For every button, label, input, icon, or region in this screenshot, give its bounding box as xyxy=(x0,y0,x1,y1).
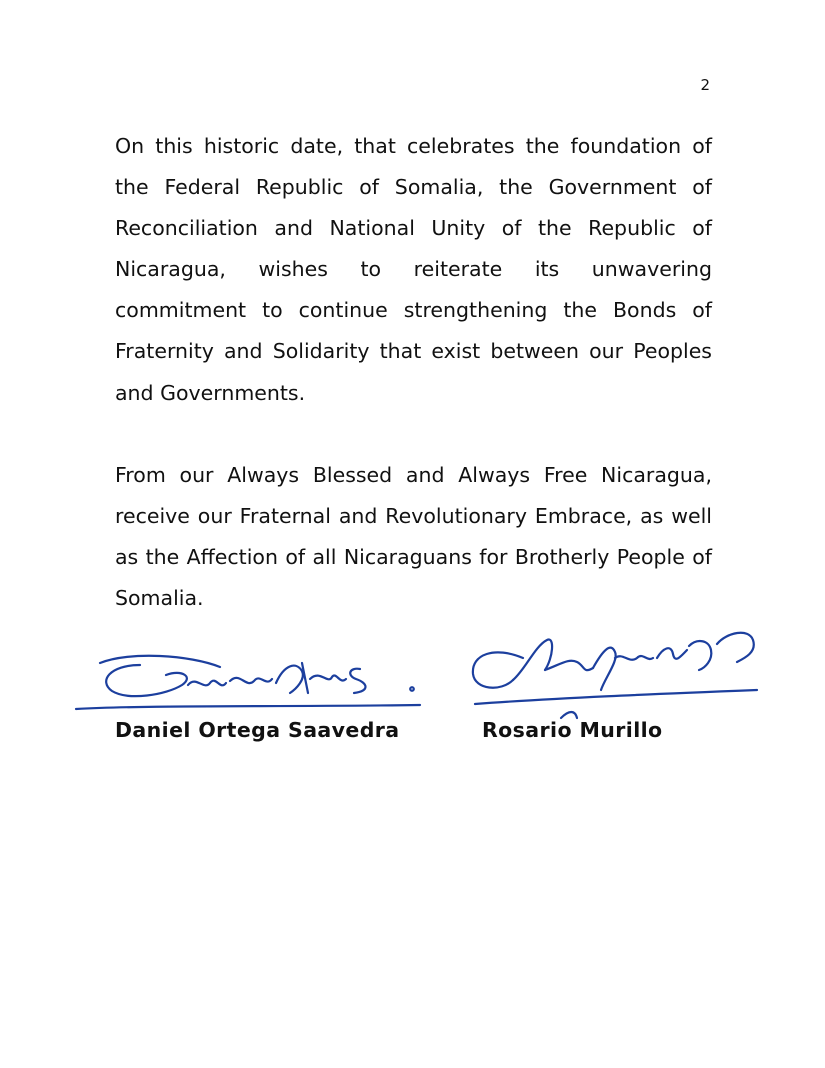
murillo-signature xyxy=(465,618,765,728)
letter-paragraph-2: From our Always Blessed and Always Free Nicaragua, receive our Fraternal and Revolutionary Embrace, as well as the Affection of all Nicaraguans for Brotherly People of Somalia. xyxy=(115,463,712,611)
ortega-signature xyxy=(70,645,430,725)
signer-name-ortega: Daniel Ortega Saavedra xyxy=(115,718,400,742)
letter-paragraph-1: On this historic date, that celebrates the foundation of the Federal Republic of Somalia, the Government of Reconciliation and National Unity of the Republic of Nicaragua, wishes to reiterate its unwavering commitment to continue strengthening the Bonds of Fraternity and Solidarity that exist between our Peoples and Governments. xyxy=(115,134,712,405)
page-number: 2 xyxy=(700,76,710,94)
signer-name-murillo: Rosario Murillo xyxy=(482,718,663,742)
